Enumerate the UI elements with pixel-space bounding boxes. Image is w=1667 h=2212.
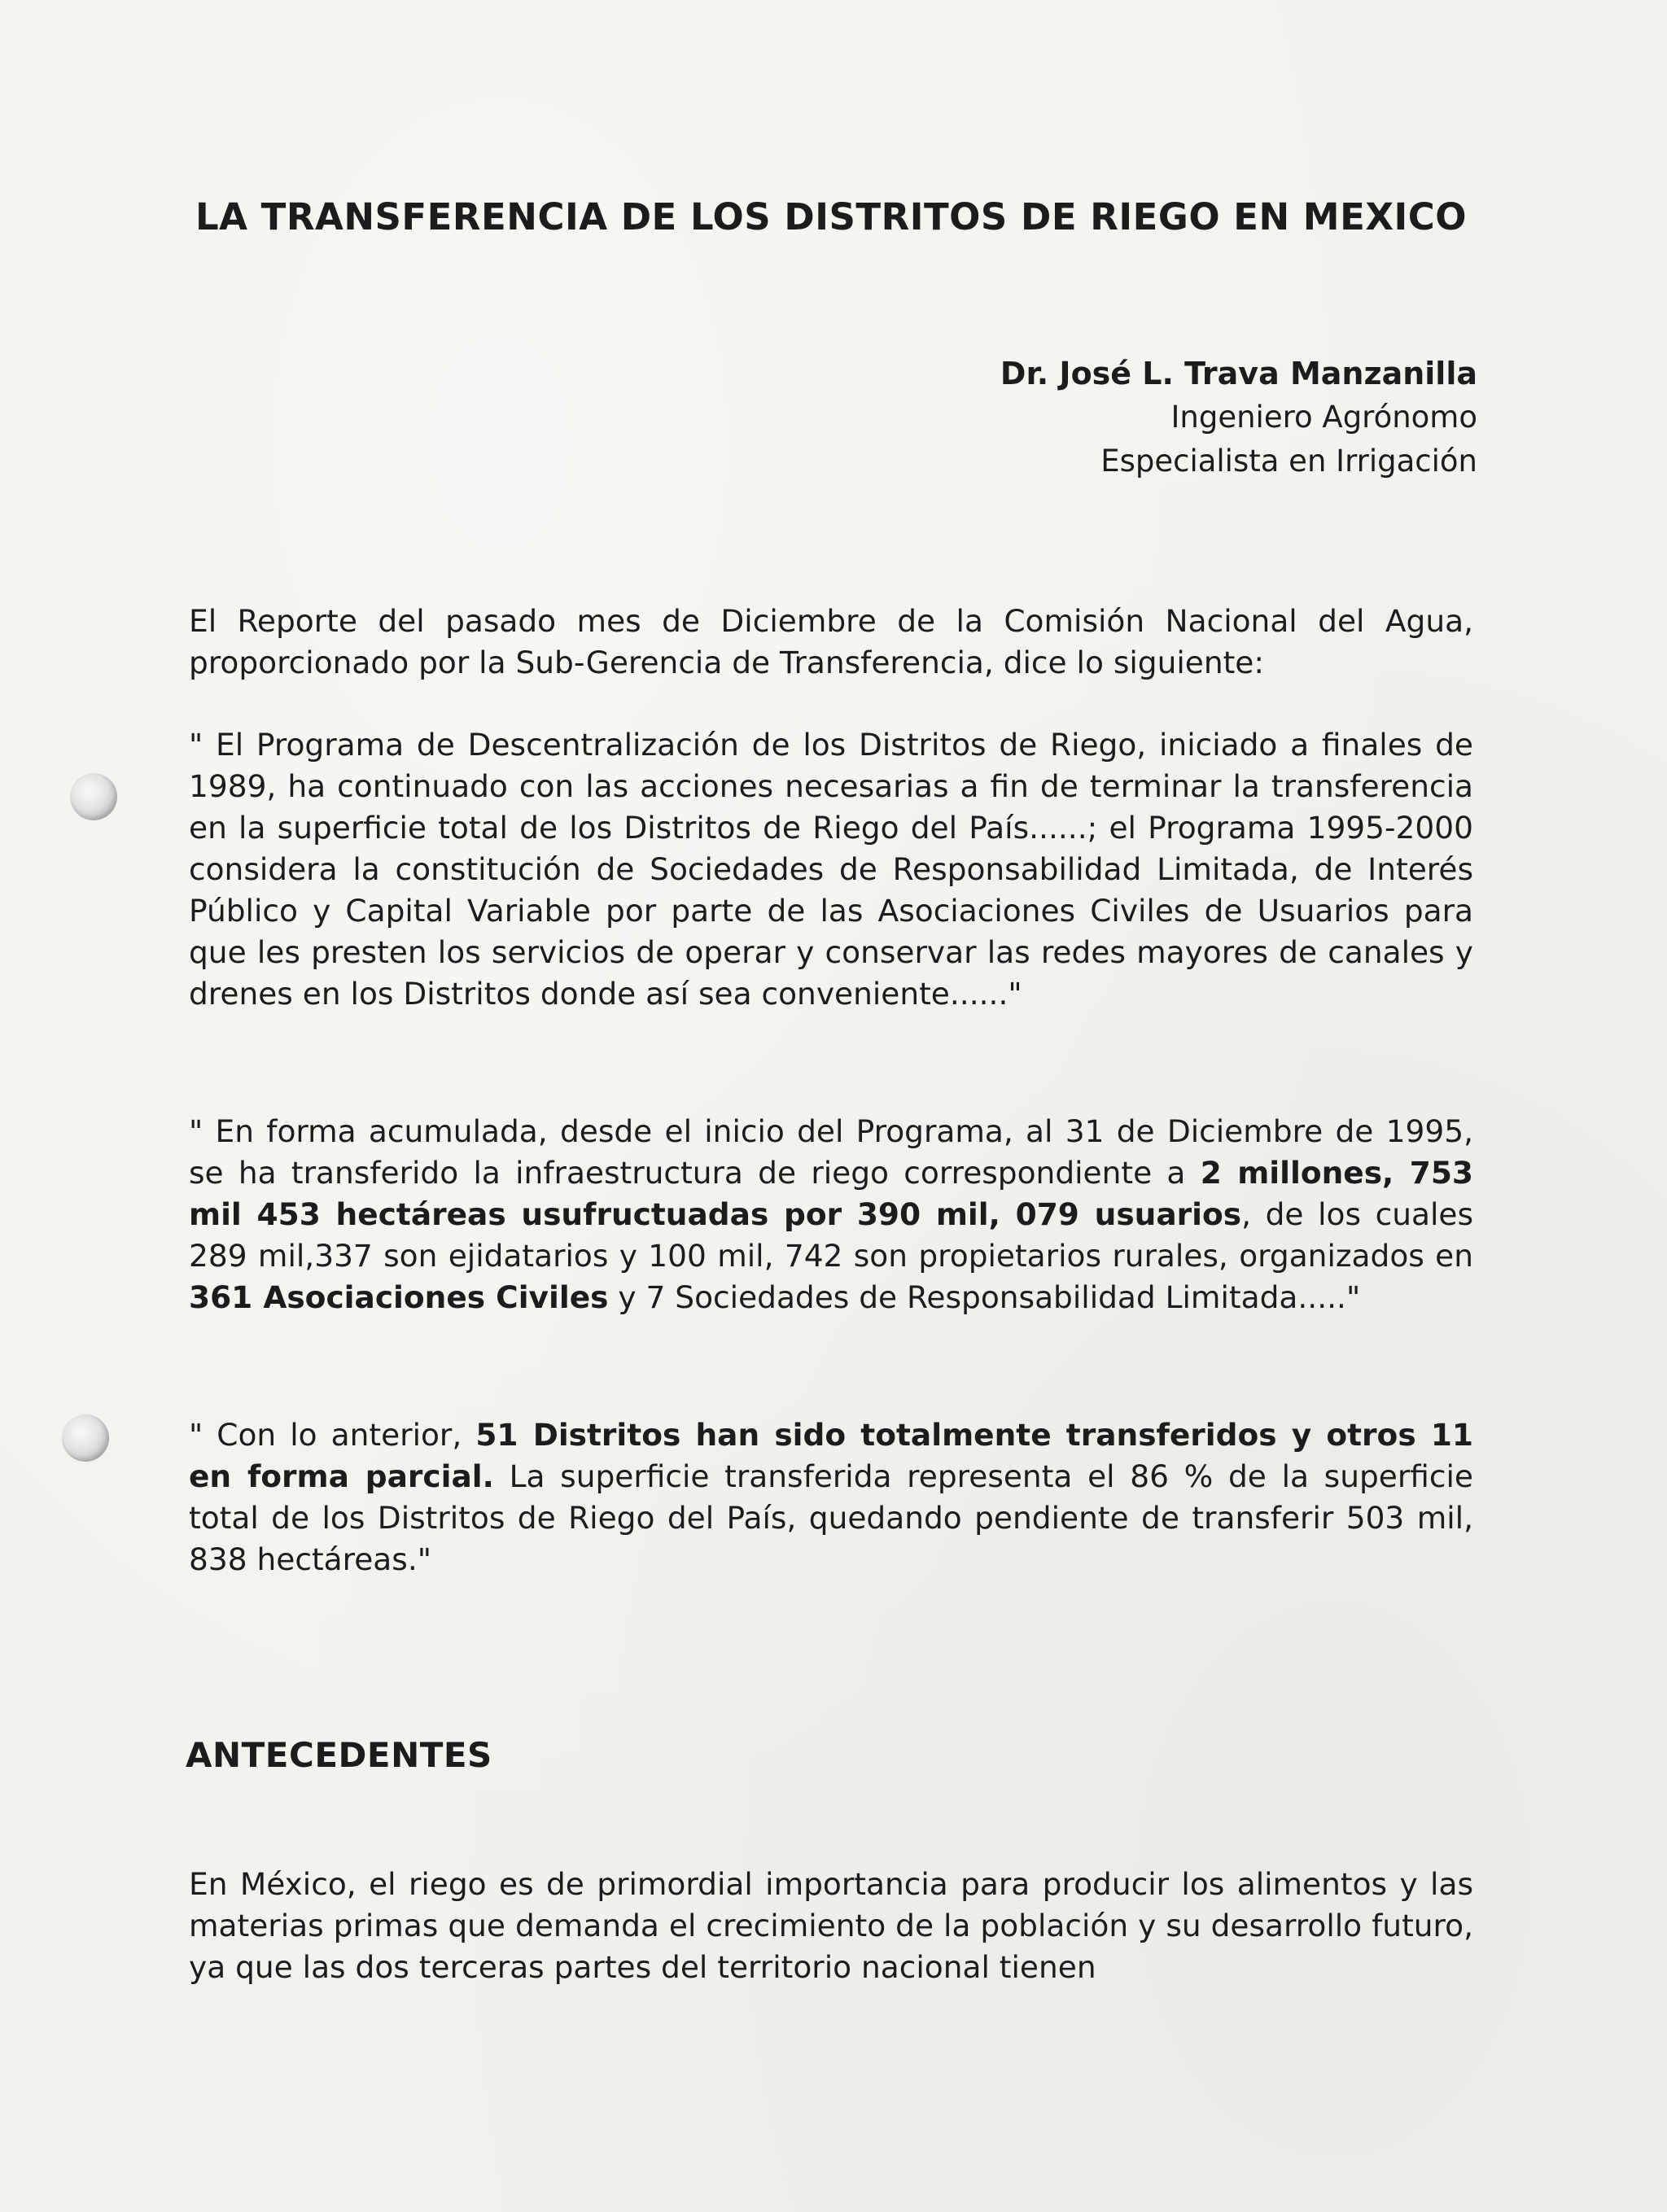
quote2-text-3: y 7 Sociedades de Responsabilidad Limitada....." [608, 1279, 1361, 1315]
section-heading-antecedentes: ANTECEDENTES [186, 1735, 492, 1775]
quote-paragraph-1: " El Programa de Descentralización de los Distritos de Riego, iniciado a finales de 1989, ha continuado con las acciones necesarias a fin de terminar la transferencia en la superficie total de los Distritos de Riego del País......; el Programa 1995-2000 considera la constitución de Sociedades de Responsabilidad Limitada, de Interés Público y Capital Variable por parte de las Asociaciones Civiles de Usuarios para que les presten los servicios de operar y conservar las redes mayores de canales y drenes en los Distritos donde así sea conveniente......" [189, 727, 1473, 1012]
intro-paragraph: El Reporte del pasado mes de Diciembre de la Comisión Nacional del Agua, proporcionado por la Sub-Gerencia de Transferencia, dice lo siguiente: [189, 603, 1473, 680]
punch-hole-top [70, 773, 117, 820]
quote-paragraph-3 [189, 1414, 1473, 1580]
author-block [1000, 352, 1477, 483]
quote-paragraph-2 [189, 1111, 1473, 1318]
quote3-text-2: La superficie transferida representa el 86 % de la superficie total de los Distritos de Riego del País, quedando pendiente de transferir 503 mil, 838 hectáreas." [189, 1458, 1474, 1577]
author-name: Dr. José L. Trava Manzanilla [1000, 356, 1477, 391]
document-title: LA TRANSFERENCIA DE LOS DISTRITOS DE RIEGO EN MEXICO [195, 195, 1468, 238]
quote2-text-1: " En forma acumulada, desde el inicio del Programa, al 31 de Diciembre de 1995, se ha transferido la infraestructura de riego correspondiente a [189, 1113, 1473, 1191]
quote2-highlight-hectares: 2 millones, 753 mil 453 hectáreas usufructuadas por 390 mil, 079 usuarios [189, 1155, 1474, 1232]
quote2-highlight-associations: 361 Asociaciones Civiles [189, 1279, 609, 1315]
author-specialty: Especialista en Irrigación [1100, 444, 1477, 479]
author-profession: Ingeniero Agrónomo [1170, 400, 1477, 435]
antecedentes-paragraph: En México, el riego es de primordial importancia para producir los alimentos y las materias primas que demanda el crecimiento de la población y su desarrollo futuro, ya que las dos terceras partes del territorio nacional tienen [189, 1866, 1473, 1985]
quote3-text-1: " Con lo anterior, [189, 1417, 476, 1453]
quote2-text-2: , de los cuales 289 mil,337 son ejidatarios y 100 mil, 742 son propietarios rurales, organizados en [189, 1196, 1473, 1274]
quote3-highlight-districts: 51 Distritos han sido totalmente transferidos y otros 11 en forma parcial. [189, 1417, 1473, 1494]
punch-hole-bottom [62, 1414, 109, 1462]
